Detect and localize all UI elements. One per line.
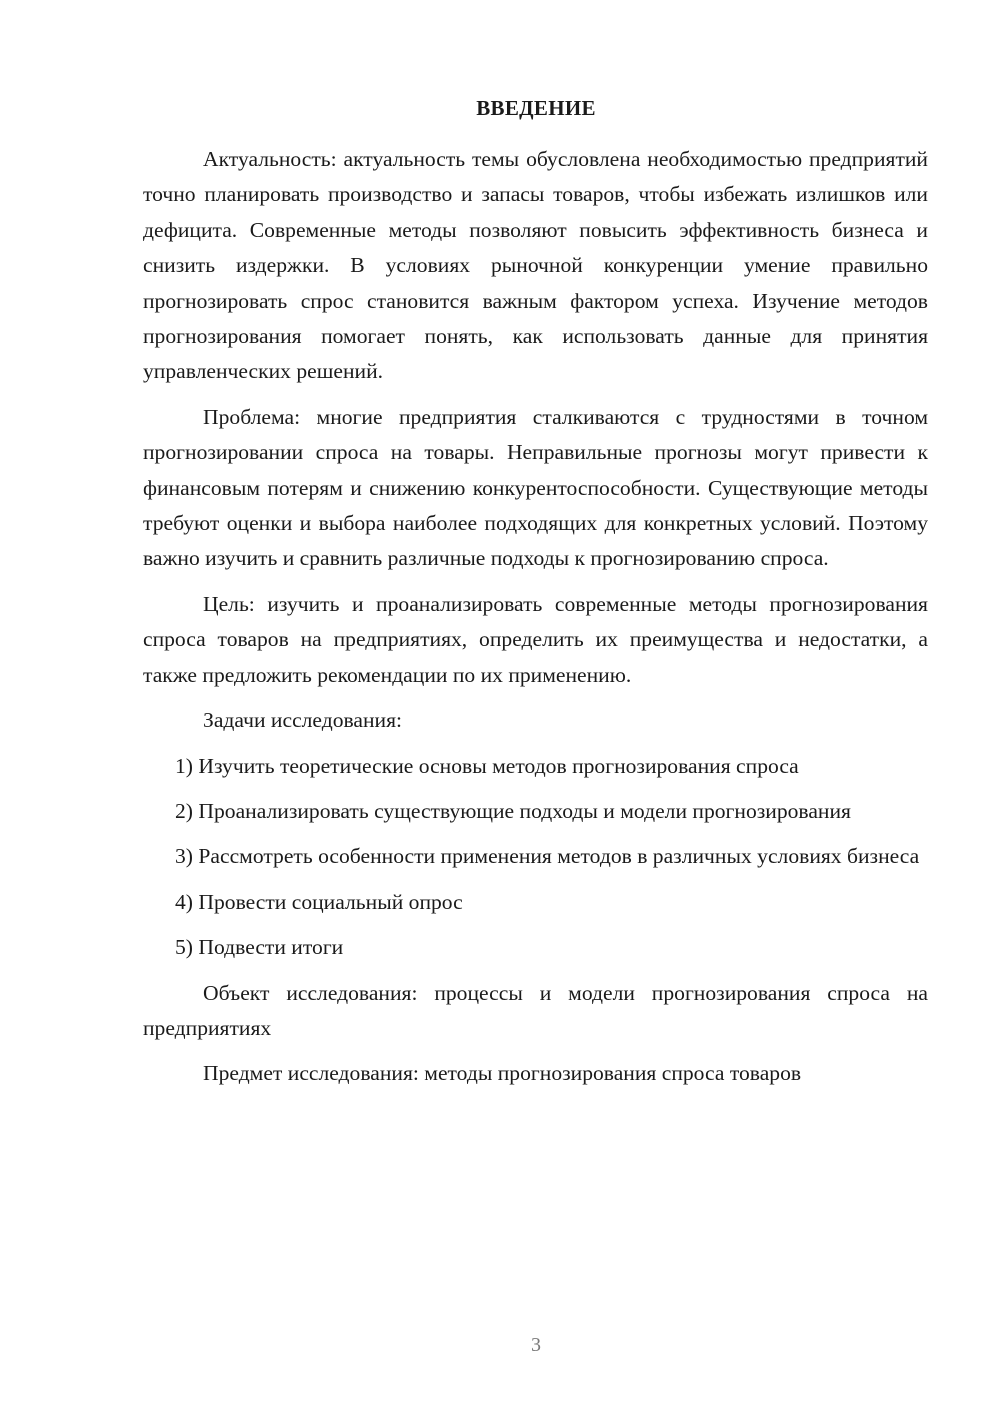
paragraph-goal: Цель: изучить и проанализировать современные методы прогнозирования спроса товаров на предприятиях, определить их преимущества и недостатки, а также предложить рекомендации по их применению. bbox=[143, 591, 928, 687]
task-item-2: 2) Проанализировать существующие подходы и модели прогнозирования bbox=[175, 798, 851, 823]
tasks-heading: Задачи исследования: bbox=[203, 708, 403, 733]
task-item-1: 1) Изучить теоретические основы методов прогнозирования спроса bbox=[175, 753, 799, 778]
document-body bbox=[143, 142, 928, 1102]
paragraph-relevance: Актуальность: актуальность темы обусловлена необходимостью предприятий точно планировать производство и запасы товаров, чтобы избежать излишков или дефицита. Современные методы позволяют повысить эффективность бизнеса и снизить издержки. В условиях рыночной конкуренции умение правильно прогнозировать спрос становится важным фактором успеха. Изучение методов прогнозирования помогает понять, как использовать данные для принятия управленческих решений. bbox=[143, 147, 928, 384]
page-number: 3 bbox=[531, 1334, 541, 1356]
task-item-5: 5) Подвести итоги bbox=[175, 935, 344, 960]
task-item-3: 3) Рассмотреть особенности применения методов в различных условиях бизнеса bbox=[175, 844, 920, 869]
paragraph-subject: Предмет исследования: методы прогнозирования спроса товаров bbox=[203, 1061, 802, 1086]
page-title: ВВЕДЕНИЕ bbox=[476, 96, 596, 120]
task-item-4: 4) Провести социальный опрос bbox=[175, 889, 463, 914]
paragraph-problem: Проблема: многие предприятия сталкиваются с трудностями в точном прогнозировании спроса на товары. Неправильные прогнозы могут привести к финансовым потерям и снижению конкурентоспособности. Существующие методы требуют оценки и выбора наиболее подходящих для конкретных условий. Поэтому важно изучить и сравнить различные подходы к прогнозированию спроса. bbox=[143, 404, 928, 571]
paragraph-object: Объект исследования: процессы и модели прогнозирования спроса на предприятиях bbox=[143, 980, 928, 1040]
